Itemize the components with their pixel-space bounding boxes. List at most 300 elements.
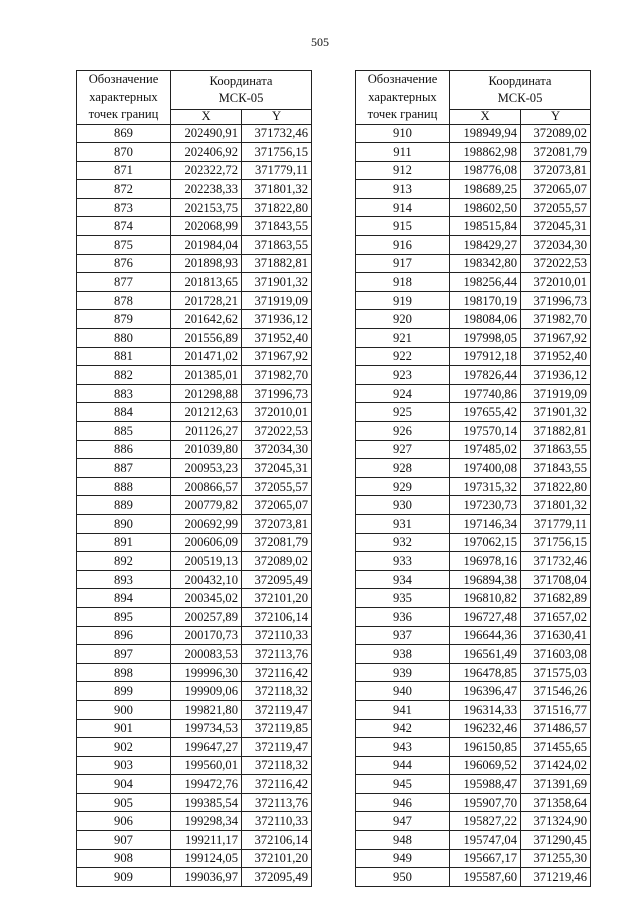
- x-coordinate: 196978,16: [450, 552, 521, 571]
- y-coordinate: 371863,55: [242, 236, 312, 255]
- y-coordinate: 371682,89: [521, 589, 591, 608]
- x-coordinate: 199821,80: [171, 700, 242, 719]
- x-coordinate: 198342,80: [450, 254, 521, 273]
- table-row: [356, 645, 591, 664]
- y-coordinate: 371952,40: [242, 329, 312, 348]
- point-number: 942: [356, 719, 450, 738]
- x-coordinate: 196314,33: [450, 700, 521, 719]
- y-column-header: Y: [242, 109, 312, 124]
- point-number: 920: [356, 310, 450, 329]
- table-row: [356, 347, 591, 366]
- y-coordinate: 372034,30: [242, 440, 312, 459]
- table-row: [356, 366, 591, 385]
- coordinate-group-header: [450, 71, 591, 110]
- point-number: 876: [77, 254, 171, 273]
- y-coordinate: 371219,46: [521, 868, 591, 887]
- point-number: 897: [77, 645, 171, 664]
- coordinate-system: МСК-05: [218, 90, 264, 105]
- table-row: [356, 180, 591, 199]
- point-number: 909: [77, 868, 171, 887]
- point-number: 875: [77, 236, 171, 255]
- y-coordinate: 372113,76: [242, 793, 312, 812]
- point-number: 885: [77, 422, 171, 441]
- table-row: [77, 180, 312, 199]
- point-number: 936: [356, 607, 450, 626]
- y-coordinate: 371290,45: [521, 831, 591, 850]
- point-number: 927: [356, 440, 450, 459]
- y-coordinate: 371486,57: [521, 719, 591, 738]
- table-row: [356, 236, 591, 255]
- header-label-line-2: характерных: [89, 89, 158, 104]
- table-row: [356, 626, 591, 645]
- point-number: 924: [356, 384, 450, 403]
- point-number: 871: [77, 161, 171, 180]
- x-coordinate: 201813,65: [171, 273, 242, 292]
- y-coordinate: 372065,07: [521, 180, 591, 199]
- y-coordinate: 372010,01: [521, 273, 591, 292]
- table-row: [356, 756, 591, 775]
- x-coordinate: 198256,44: [450, 273, 521, 292]
- point-number: 906: [77, 812, 171, 831]
- table-row: [356, 831, 591, 850]
- y-coordinate: 371516,77: [521, 700, 591, 719]
- x-coordinate: 197912,18: [450, 347, 521, 366]
- table-row: [356, 422, 591, 441]
- y-coordinate: 371391,69: [521, 775, 591, 794]
- x-coordinate: 197400,08: [450, 459, 521, 478]
- table-row: [77, 533, 312, 552]
- y-coordinate: 371919,09: [521, 384, 591, 403]
- x-coordinate: 201984,04: [171, 236, 242, 255]
- point-number: 934: [356, 570, 450, 589]
- table-row: [356, 533, 591, 552]
- x-coordinate: 197062,15: [450, 533, 521, 552]
- point-number: 878: [77, 291, 171, 310]
- y-coordinate: 372065,07: [242, 496, 312, 515]
- x-coordinate: 198429,27: [450, 236, 521, 255]
- y-coordinate: 371732,46: [521, 552, 591, 571]
- y-coordinate: 372010,01: [242, 403, 312, 422]
- point-number: 928: [356, 459, 450, 478]
- x-coordinate: 201126,27: [171, 422, 242, 441]
- table-row: [77, 366, 312, 385]
- x-coordinate: 198949,94: [450, 124, 521, 143]
- header-label-line-1: Обозначение: [367, 72, 438, 86]
- table-row: [356, 440, 591, 459]
- table-row: [356, 793, 591, 812]
- x-coordinate: 198689,25: [450, 180, 521, 199]
- y-coordinate: 371822,80: [521, 477, 591, 496]
- x-coordinate: 197570,14: [450, 422, 521, 441]
- point-number: 888: [77, 477, 171, 496]
- point-number: 915: [356, 217, 450, 236]
- y-coordinate: 372116,42: [242, 663, 312, 682]
- table-row: [356, 868, 591, 887]
- table-row: [356, 812, 591, 831]
- table-row: [356, 161, 591, 180]
- x-coordinate: 202490,91: [171, 124, 242, 143]
- table-row: [356, 663, 591, 682]
- y-coordinate: 371756,15: [521, 533, 591, 552]
- table-row: [356, 607, 591, 626]
- table-row: [77, 403, 312, 422]
- coordinate-system: МСК-05: [497, 90, 543, 105]
- y-coordinate: 372118,32: [242, 682, 312, 701]
- point-number: 948: [356, 831, 450, 850]
- point-number: 896: [77, 626, 171, 645]
- point-number: 945: [356, 775, 450, 794]
- point-number: 902: [77, 738, 171, 757]
- y-coordinate: 371996,73: [521, 291, 591, 310]
- x-coordinate: 197315,32: [450, 477, 521, 496]
- table-row: [77, 514, 312, 533]
- table-row: [356, 143, 591, 162]
- x-coordinate: 199124,05: [171, 849, 242, 868]
- table-row: [356, 589, 591, 608]
- x-coordinate: 198602,50: [450, 198, 521, 217]
- x-coordinate: 200170,73: [171, 626, 242, 645]
- x-coordinate: 199647,27: [171, 738, 242, 757]
- table-row: [77, 496, 312, 515]
- x-column-header: X: [450, 109, 521, 124]
- y-coordinate: 371708,04: [521, 570, 591, 589]
- table-row: [77, 347, 312, 366]
- y-coordinate: 372081,79: [242, 533, 312, 552]
- table-row: [77, 849, 312, 868]
- y-coordinate: 371863,55: [521, 440, 591, 459]
- point-number: 879: [77, 310, 171, 329]
- y-coordinate: 371919,09: [242, 291, 312, 310]
- x-coordinate: 199734,53: [171, 719, 242, 738]
- point-number: 937: [356, 626, 450, 645]
- x-coordinate: 199996,30: [171, 663, 242, 682]
- table-row: [77, 663, 312, 682]
- x-coordinate: 198170,19: [450, 291, 521, 310]
- x-coordinate: 202406,92: [171, 143, 242, 162]
- y-coordinate: 371779,11: [521, 514, 591, 533]
- table-row: [356, 459, 591, 478]
- x-coordinate: 199298,34: [171, 812, 242, 831]
- table-row: [356, 496, 591, 515]
- x-coordinate: 199560,01: [171, 756, 242, 775]
- point-number: 944: [356, 756, 450, 775]
- table-row: [77, 775, 312, 794]
- point-number: 940: [356, 682, 450, 701]
- x-coordinate: 195907,70: [450, 793, 521, 812]
- point-number: 931: [356, 514, 450, 533]
- table-row: [77, 440, 312, 459]
- y-coordinate: 371756,15: [242, 143, 312, 162]
- y-coordinate: 372106,14: [242, 607, 312, 626]
- point-number: 939: [356, 663, 450, 682]
- table-row: [77, 143, 312, 162]
- table-row: [356, 198, 591, 217]
- point-number: 899: [77, 682, 171, 701]
- x-coordinate: 200345,02: [171, 589, 242, 608]
- x-coordinate: 200779,82: [171, 496, 242, 515]
- y-coordinate: 372095,49: [242, 570, 312, 589]
- table-row: [356, 384, 591, 403]
- x-coordinate: 196644,36: [450, 626, 521, 645]
- point-number: 887: [77, 459, 171, 478]
- point-number: 926: [356, 422, 450, 441]
- y-coordinate: 371324,90: [521, 812, 591, 831]
- y-coordinate: 371657,02: [521, 607, 591, 626]
- point-number: 905: [77, 793, 171, 812]
- table-row: [77, 198, 312, 217]
- table-row: [77, 570, 312, 589]
- point-number: 943: [356, 738, 450, 757]
- table-row: [356, 570, 591, 589]
- table-row: [77, 161, 312, 180]
- table-row: [356, 403, 591, 422]
- y-coordinate: 371982,70: [521, 310, 591, 329]
- x-coordinate: 195667,17: [450, 849, 521, 868]
- y-coordinate: 371996,73: [242, 384, 312, 403]
- coordinates-table-left: [76, 70, 312, 887]
- y-coordinate: 371801,32: [242, 180, 312, 199]
- x-coordinate: 202238,33: [171, 180, 242, 199]
- y-coordinate: 372119,47: [242, 700, 312, 719]
- y-coordinate: 371882,81: [242, 254, 312, 273]
- point-number: 898: [77, 663, 171, 682]
- point-number: 907: [77, 831, 171, 850]
- y-column-header: Y: [521, 109, 591, 124]
- point-number: 950: [356, 868, 450, 887]
- y-coordinate: 372113,76: [242, 645, 312, 664]
- x-coordinate: 197146,34: [450, 514, 521, 533]
- table-row: [356, 682, 591, 701]
- point-number: 925: [356, 403, 450, 422]
- y-coordinate: 371982,70: [242, 366, 312, 385]
- y-coordinate: 371952,40: [521, 347, 591, 366]
- page-number: 505: [311, 35, 329, 49]
- y-coordinate: 372095,49: [242, 868, 312, 887]
- table-row: [77, 477, 312, 496]
- x-coordinate: 196894,38: [450, 570, 521, 589]
- x-coordinate: 195747,04: [450, 831, 521, 850]
- y-coordinate: 372119,47: [242, 738, 312, 757]
- y-coordinate: 372110,33: [242, 812, 312, 831]
- x-coordinate: 197230,73: [450, 496, 521, 515]
- table-row: [356, 719, 591, 738]
- y-coordinate: 372022,53: [242, 422, 312, 441]
- table-row: [77, 812, 312, 831]
- table-row: [356, 552, 591, 571]
- table-row: [77, 236, 312, 255]
- y-coordinate: 372045,31: [242, 459, 312, 478]
- point-number: 877: [77, 273, 171, 292]
- x-coordinate: 195988,47: [450, 775, 521, 794]
- x-coordinate: 202068,99: [171, 217, 242, 236]
- x-coordinate: 196069,52: [450, 756, 521, 775]
- y-coordinate: 371779,11: [242, 161, 312, 180]
- table-row: [77, 626, 312, 645]
- point-number: 870: [77, 143, 171, 162]
- y-coordinate: 372101,20: [242, 849, 312, 868]
- point-number: 933: [356, 552, 450, 571]
- y-coordinate: 371575,03: [521, 663, 591, 682]
- point-number: 894: [77, 589, 171, 608]
- table-row: [77, 217, 312, 236]
- table-row: [77, 738, 312, 757]
- y-coordinate: 371801,32: [521, 496, 591, 515]
- x-coordinate: 202153,75: [171, 198, 242, 217]
- y-coordinate: 371967,92: [521, 329, 591, 348]
- y-coordinate: 371455,65: [521, 738, 591, 757]
- x-coordinate: 199472,76: [171, 775, 242, 794]
- point-number: 929: [356, 477, 450, 496]
- x-coordinate: 196232,46: [450, 719, 521, 738]
- coordinate-title: Координата: [209, 73, 273, 88]
- table-row: [77, 793, 312, 812]
- y-coordinate: 371546,26: [521, 682, 591, 701]
- x-coordinate: 200519,13: [171, 552, 242, 571]
- point-number: 901: [77, 719, 171, 738]
- point-number: 873: [77, 198, 171, 217]
- table-row: [77, 291, 312, 310]
- point-number: 916: [356, 236, 450, 255]
- point-number: 912: [356, 161, 450, 180]
- x-column-header: X: [171, 109, 242, 124]
- point-number: 938: [356, 645, 450, 664]
- y-coordinate: 372034,30: [521, 236, 591, 255]
- table-row: [77, 756, 312, 775]
- coordinate-title: Координата: [488, 73, 552, 88]
- y-coordinate: 372116,42: [242, 775, 312, 794]
- table-row: [356, 310, 591, 329]
- point-number: 869: [77, 124, 171, 143]
- y-coordinate: 371424,02: [521, 756, 591, 775]
- y-coordinate: 372106,14: [242, 831, 312, 850]
- x-coordinate: 196478,85: [450, 663, 521, 682]
- table-row: [77, 422, 312, 441]
- point-number: 918: [356, 273, 450, 292]
- x-coordinate: 200606,09: [171, 533, 242, 552]
- point-number: 910: [356, 124, 450, 143]
- x-coordinate: 201385,01: [171, 366, 242, 385]
- x-coordinate: 199909,06: [171, 682, 242, 701]
- table-row: [356, 700, 591, 719]
- point-number: 880: [77, 329, 171, 348]
- table-row: [77, 329, 312, 348]
- table-row: [356, 477, 591, 496]
- x-coordinate: 197740,86: [450, 384, 521, 403]
- x-coordinate: 198862,98: [450, 143, 521, 162]
- point-number: 882: [77, 366, 171, 385]
- x-coordinate: 201212,63: [171, 403, 242, 422]
- table-row: [77, 607, 312, 626]
- y-coordinate: 372089,02: [242, 552, 312, 571]
- y-coordinate: 372073,81: [521, 161, 591, 180]
- point-number: 904: [77, 775, 171, 794]
- table-row: [77, 459, 312, 478]
- y-coordinate: 372045,31: [521, 217, 591, 236]
- point-number: 890: [77, 514, 171, 533]
- point-number: 932: [356, 533, 450, 552]
- point-number: 949: [356, 849, 450, 868]
- x-coordinate: 201728,21: [171, 291, 242, 310]
- point-number: 881: [77, 347, 171, 366]
- coordinates-table-right: [355, 70, 591, 887]
- table-row: [77, 868, 312, 887]
- table-row: [77, 589, 312, 608]
- y-coordinate: 372055,57: [521, 198, 591, 217]
- x-coordinate: 197485,02: [450, 440, 521, 459]
- x-coordinate: 201039,80: [171, 440, 242, 459]
- x-coordinate: 197998,05: [450, 329, 521, 348]
- point-number: 922: [356, 347, 450, 366]
- point-number: 886: [77, 440, 171, 459]
- table-row: [356, 291, 591, 310]
- point-designation-header: [77, 71, 171, 125]
- point-number: 908: [77, 849, 171, 868]
- coordinate-group-header: [171, 71, 312, 110]
- x-coordinate: 195827,22: [450, 812, 521, 831]
- table-row: [77, 310, 312, 329]
- table-row: [356, 738, 591, 757]
- x-coordinate: 197655,42: [450, 403, 521, 422]
- x-coordinate: 198515,84: [450, 217, 521, 236]
- point-number: 900: [77, 700, 171, 719]
- table-row: [77, 254, 312, 273]
- table-row: [77, 124, 312, 143]
- header-label-line-3: точек границ: [367, 107, 438, 121]
- table-row: [356, 124, 591, 143]
- table-row: [356, 254, 591, 273]
- x-coordinate: 200257,89: [171, 607, 242, 626]
- y-coordinate: 372119,85: [242, 719, 312, 738]
- table-row: [356, 775, 591, 794]
- x-coordinate: 199211,17: [171, 831, 242, 850]
- y-coordinate: 371882,81: [521, 422, 591, 441]
- point-number: 889: [77, 496, 171, 515]
- y-coordinate: 371358,64: [521, 793, 591, 812]
- y-coordinate: 372081,79: [521, 143, 591, 162]
- x-coordinate: 200953,23: [171, 459, 242, 478]
- point-number: 913: [356, 180, 450, 199]
- table-row: [77, 831, 312, 850]
- point-number: 923: [356, 366, 450, 385]
- x-coordinate: 201642,62: [171, 310, 242, 329]
- x-coordinate: 197826,44: [450, 366, 521, 385]
- table-row: [356, 514, 591, 533]
- x-coordinate: 201471,02: [171, 347, 242, 366]
- point-number: 895: [77, 607, 171, 626]
- table-row: [356, 329, 591, 348]
- point-number: 917: [356, 254, 450, 273]
- point-number: 919: [356, 291, 450, 310]
- y-coordinate: 372055,57: [242, 477, 312, 496]
- y-coordinate: 372089,02: [521, 124, 591, 143]
- y-coordinate: 371967,92: [242, 347, 312, 366]
- x-coordinate: 196727,48: [450, 607, 521, 626]
- point-number: 911: [356, 143, 450, 162]
- x-coordinate: 200866,57: [171, 477, 242, 496]
- point-number: 903: [77, 756, 171, 775]
- point-number: 935: [356, 589, 450, 608]
- point-number: 941: [356, 700, 450, 719]
- y-coordinate: 371630,41: [521, 626, 591, 645]
- y-coordinate: 371843,55: [521, 459, 591, 478]
- y-coordinate: 371901,32: [242, 273, 312, 292]
- point-number: 930: [356, 496, 450, 515]
- y-coordinate: 372022,53: [521, 254, 591, 273]
- table-row: [356, 273, 591, 292]
- table-row: [77, 682, 312, 701]
- table-row: [77, 273, 312, 292]
- y-coordinate: 371255,30: [521, 849, 591, 868]
